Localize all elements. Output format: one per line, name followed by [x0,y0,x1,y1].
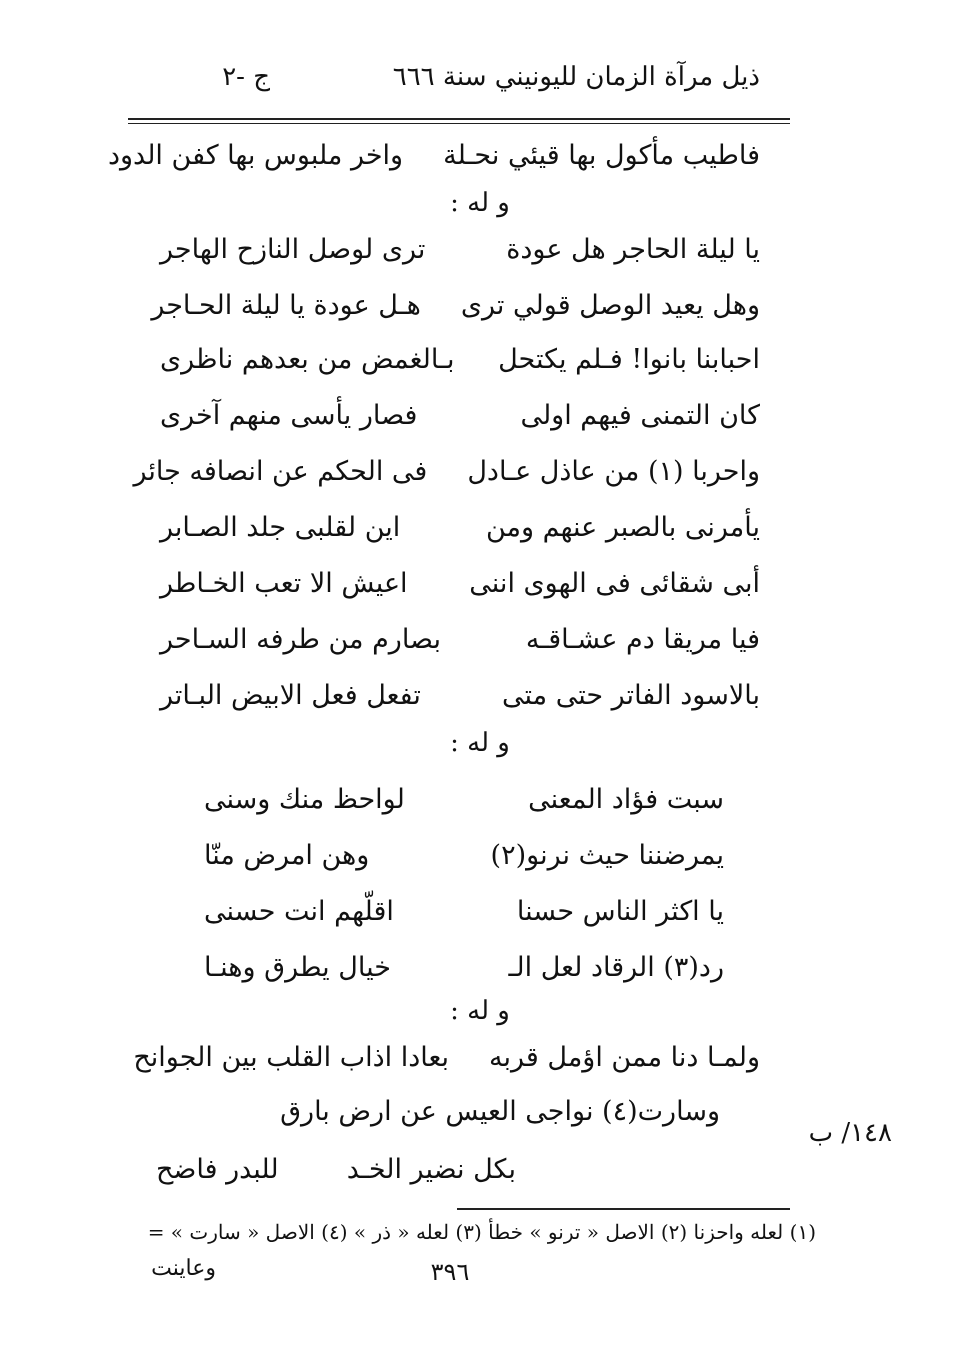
verse-line [160,566,760,602]
verse-line [204,950,724,986]
footnotes: (١) لعله واحزنا (٢) الاصل « ترنو » خطأ (٣) لعله « ذر » (٤) الاصل « سارت » = [147,1220,816,1244]
hemistich-right: فيا مريقا دم عشـاقـه [525,624,760,655]
verse-line-single: وسارت(٤) نواجى العيس عن ارض بارق [280,1096,720,1127]
hemistich-right: واحربا (١) من عاذل عـادل [467,456,760,487]
hemistich-left: بصارم من طرفه السـاحر [160,624,441,655]
hemistich-left: فصار يأسى منهم آخرى [160,400,418,431]
hemistich-right: يأمرنى بالصبر عنهم ومن [485,512,760,543]
running-header-volume: ج -٢ [222,62,270,92]
hemistich-left: خيال يطرق وهنـا [204,952,391,983]
verse-line [160,342,760,378]
hemistich-left: للبدر فاضح [156,1154,279,1185]
verse-line [204,838,724,874]
hemistich-left: ترى لوصل النازح الهاجر [160,234,426,265]
hemistich-left: اعيش الا تعب الخـاطر [160,568,408,599]
margin-folio-note: ١٤٨/ ب [808,1118,892,1148]
verse-line [160,232,760,268]
hemistich-right: وهل يعيد الوصل قولي ترى [460,290,760,321]
verse-line [151,288,760,324]
hemistich-left: وهن امرض منّا [204,840,370,871]
hemistich-right: يمرضننا حيث نرنو(٢) [490,840,724,871]
hemistich-left: لواحظ منك وسنى [204,784,405,815]
verse-line [107,138,760,174]
footnote-rule [457,1208,790,1210]
verse-line [160,398,760,434]
hemistich-left: هـل عودة يا ليلة الحـاجر [151,290,421,321]
hemistich-right: ولمـا دنا ممن اؤمل قربه [489,1042,760,1073]
hemistich-right: سبت فؤاد المعنى [528,784,724,815]
header-rule-thin [128,123,790,124]
verse-line [160,678,760,714]
verse-line [204,894,724,930]
hemistich-right: بالاسود الفاتر حتى متى [502,680,760,711]
hemistich-right: احبابنا بانوا! فـلم يكتحل [498,344,760,375]
hemistich-left: اقلّهم انت حسنى [204,896,394,927]
hemistich-left: اين لقلبى جلد الصـابر [160,512,401,543]
poem-heading: و له : [450,996,510,1026]
verse-line [156,1152,516,1188]
hemistich-right: كان التمنى فيهم اولى [520,400,760,431]
verse-line [133,454,760,490]
verse-line [204,782,724,818]
hemistich-right: أبى شقائى فى الهوى اننى [469,568,760,599]
page-number: ٣٩٦ [430,1258,470,1286]
poem-heading: و له : [450,188,510,218]
header-rule [128,118,790,120]
hemistich-left: واخر ملبوس بها كفن الدود [107,140,404,171]
hemistich-left: تفعل فعل الابيض البـاتر [160,680,421,711]
hemistich-right: رد(٣) الرقاد لعل الـ [508,952,724,983]
hemistich-left: بعادا اذاب القلب بين الجوانح [133,1042,450,1073]
running-header-title: ذيل مرآة الزمان لليونيني سنة ٦٦٦ [392,62,760,92]
hemistich-right: يا ليلة الحاجر هل عودة [506,234,760,265]
hemistich-right: يا اكثر الناس حسنا [516,896,724,927]
poem-heading: و له : [450,728,510,758]
verse-line [160,622,760,658]
hemistich-left: بـالغمض من بعدهم ناظرى [160,344,455,375]
verse-line [133,1040,760,1076]
hemistich-right: فاطيب مأكول بها قيئي نحـلة [443,140,760,171]
footnote-continuation: وعاينت [151,1256,216,1281]
hemistich-left: فى الحكم عن انصافه جائر [133,456,428,487]
verse-line [160,510,760,546]
hemistich-right: بكل نضير الخـد [346,1154,516,1185]
